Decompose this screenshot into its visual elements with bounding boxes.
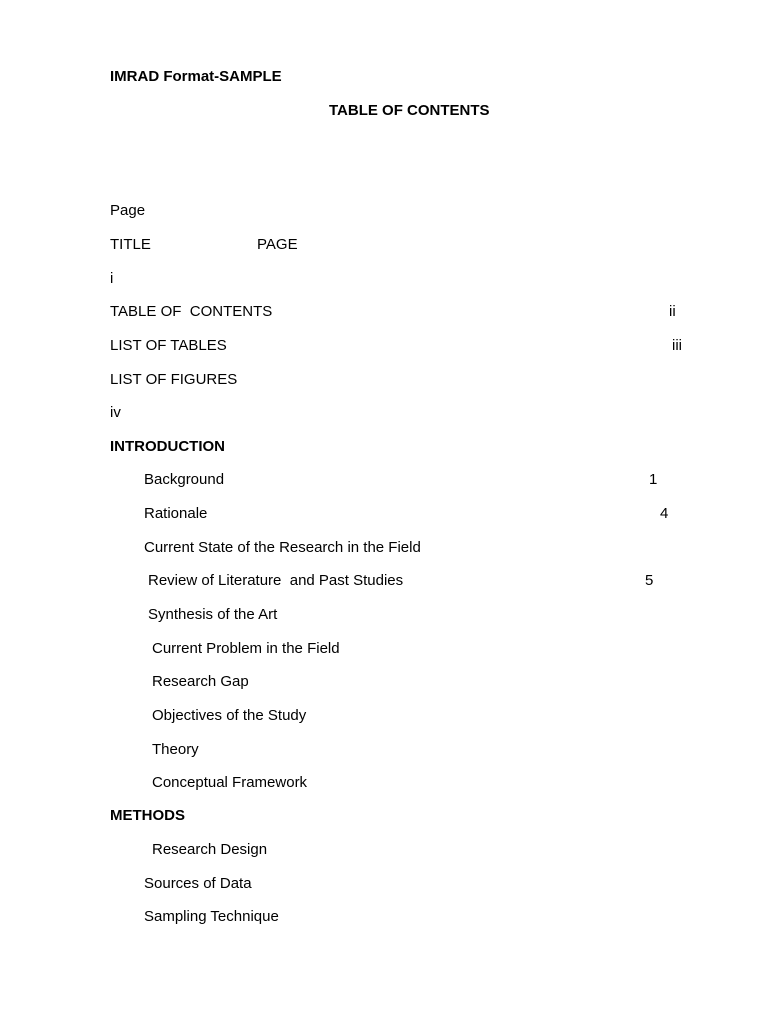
- toc-title-page-label: PAGE: [257, 236, 298, 253]
- page-column-label: Page: [110, 202, 146, 219]
- toc-entry-label: TABLE OF CONTENTS: [110, 303, 273, 320]
- document-title: TABLE OF CONTENTS: [329, 102, 490, 119]
- introduction-heading: INTRODUCTION: [110, 438, 225, 455]
- toc-item-background: Background: [144, 471, 225, 488]
- toc-item-synthesis: Synthesis of the Art: [148, 606, 278, 623]
- lof-entry-page: iv: [110, 404, 121, 421]
- toc-item-conceptual-framework: Conceptual Framework: [152, 774, 308, 791]
- document-header: IMRAD Format-SAMPLE: [110, 68, 282, 85]
- toc-title-label: TITLE: [110, 236, 151, 253]
- toc-item-review-literature-page: 5: [645, 572, 654, 589]
- methods-heading: METHODS: [110, 807, 185, 824]
- toc-item-review-literature: Review of Literature and Past Studies: [148, 572, 404, 589]
- toc-item-current-state: Current State of the Research in the Field: [144, 539, 421, 556]
- toc-item-rationale: Rationale: [144, 505, 208, 522]
- toc-entry-page: ii: [669, 303, 676, 320]
- lot-entry-label: LIST OF TABLES: [110, 337, 227, 354]
- toc-item-objectives: Objectives of the Study: [152, 707, 307, 724]
- toc-item-background-page: 1: [649, 471, 658, 488]
- toc-item-sources-of-data: Sources of Data: [144, 875, 252, 892]
- toc-item-sampling-technique: Sampling Technique: [144, 908, 279, 925]
- toc-item-research-gap: Research Gap: [152, 673, 249, 690]
- toc-item-rationale-page: 4: [660, 505, 669, 522]
- lof-entry-label: LIST OF FIGURES: [110, 371, 238, 388]
- toc-item-theory: Theory: [152, 741, 199, 758]
- toc-title-page-number: i: [110, 270, 114, 287]
- lot-entry-page: iii: [672, 337, 682, 354]
- toc-item-research-design: Research Design: [152, 841, 268, 858]
- toc-item-current-problem: Current Problem in the Field: [152, 640, 340, 657]
